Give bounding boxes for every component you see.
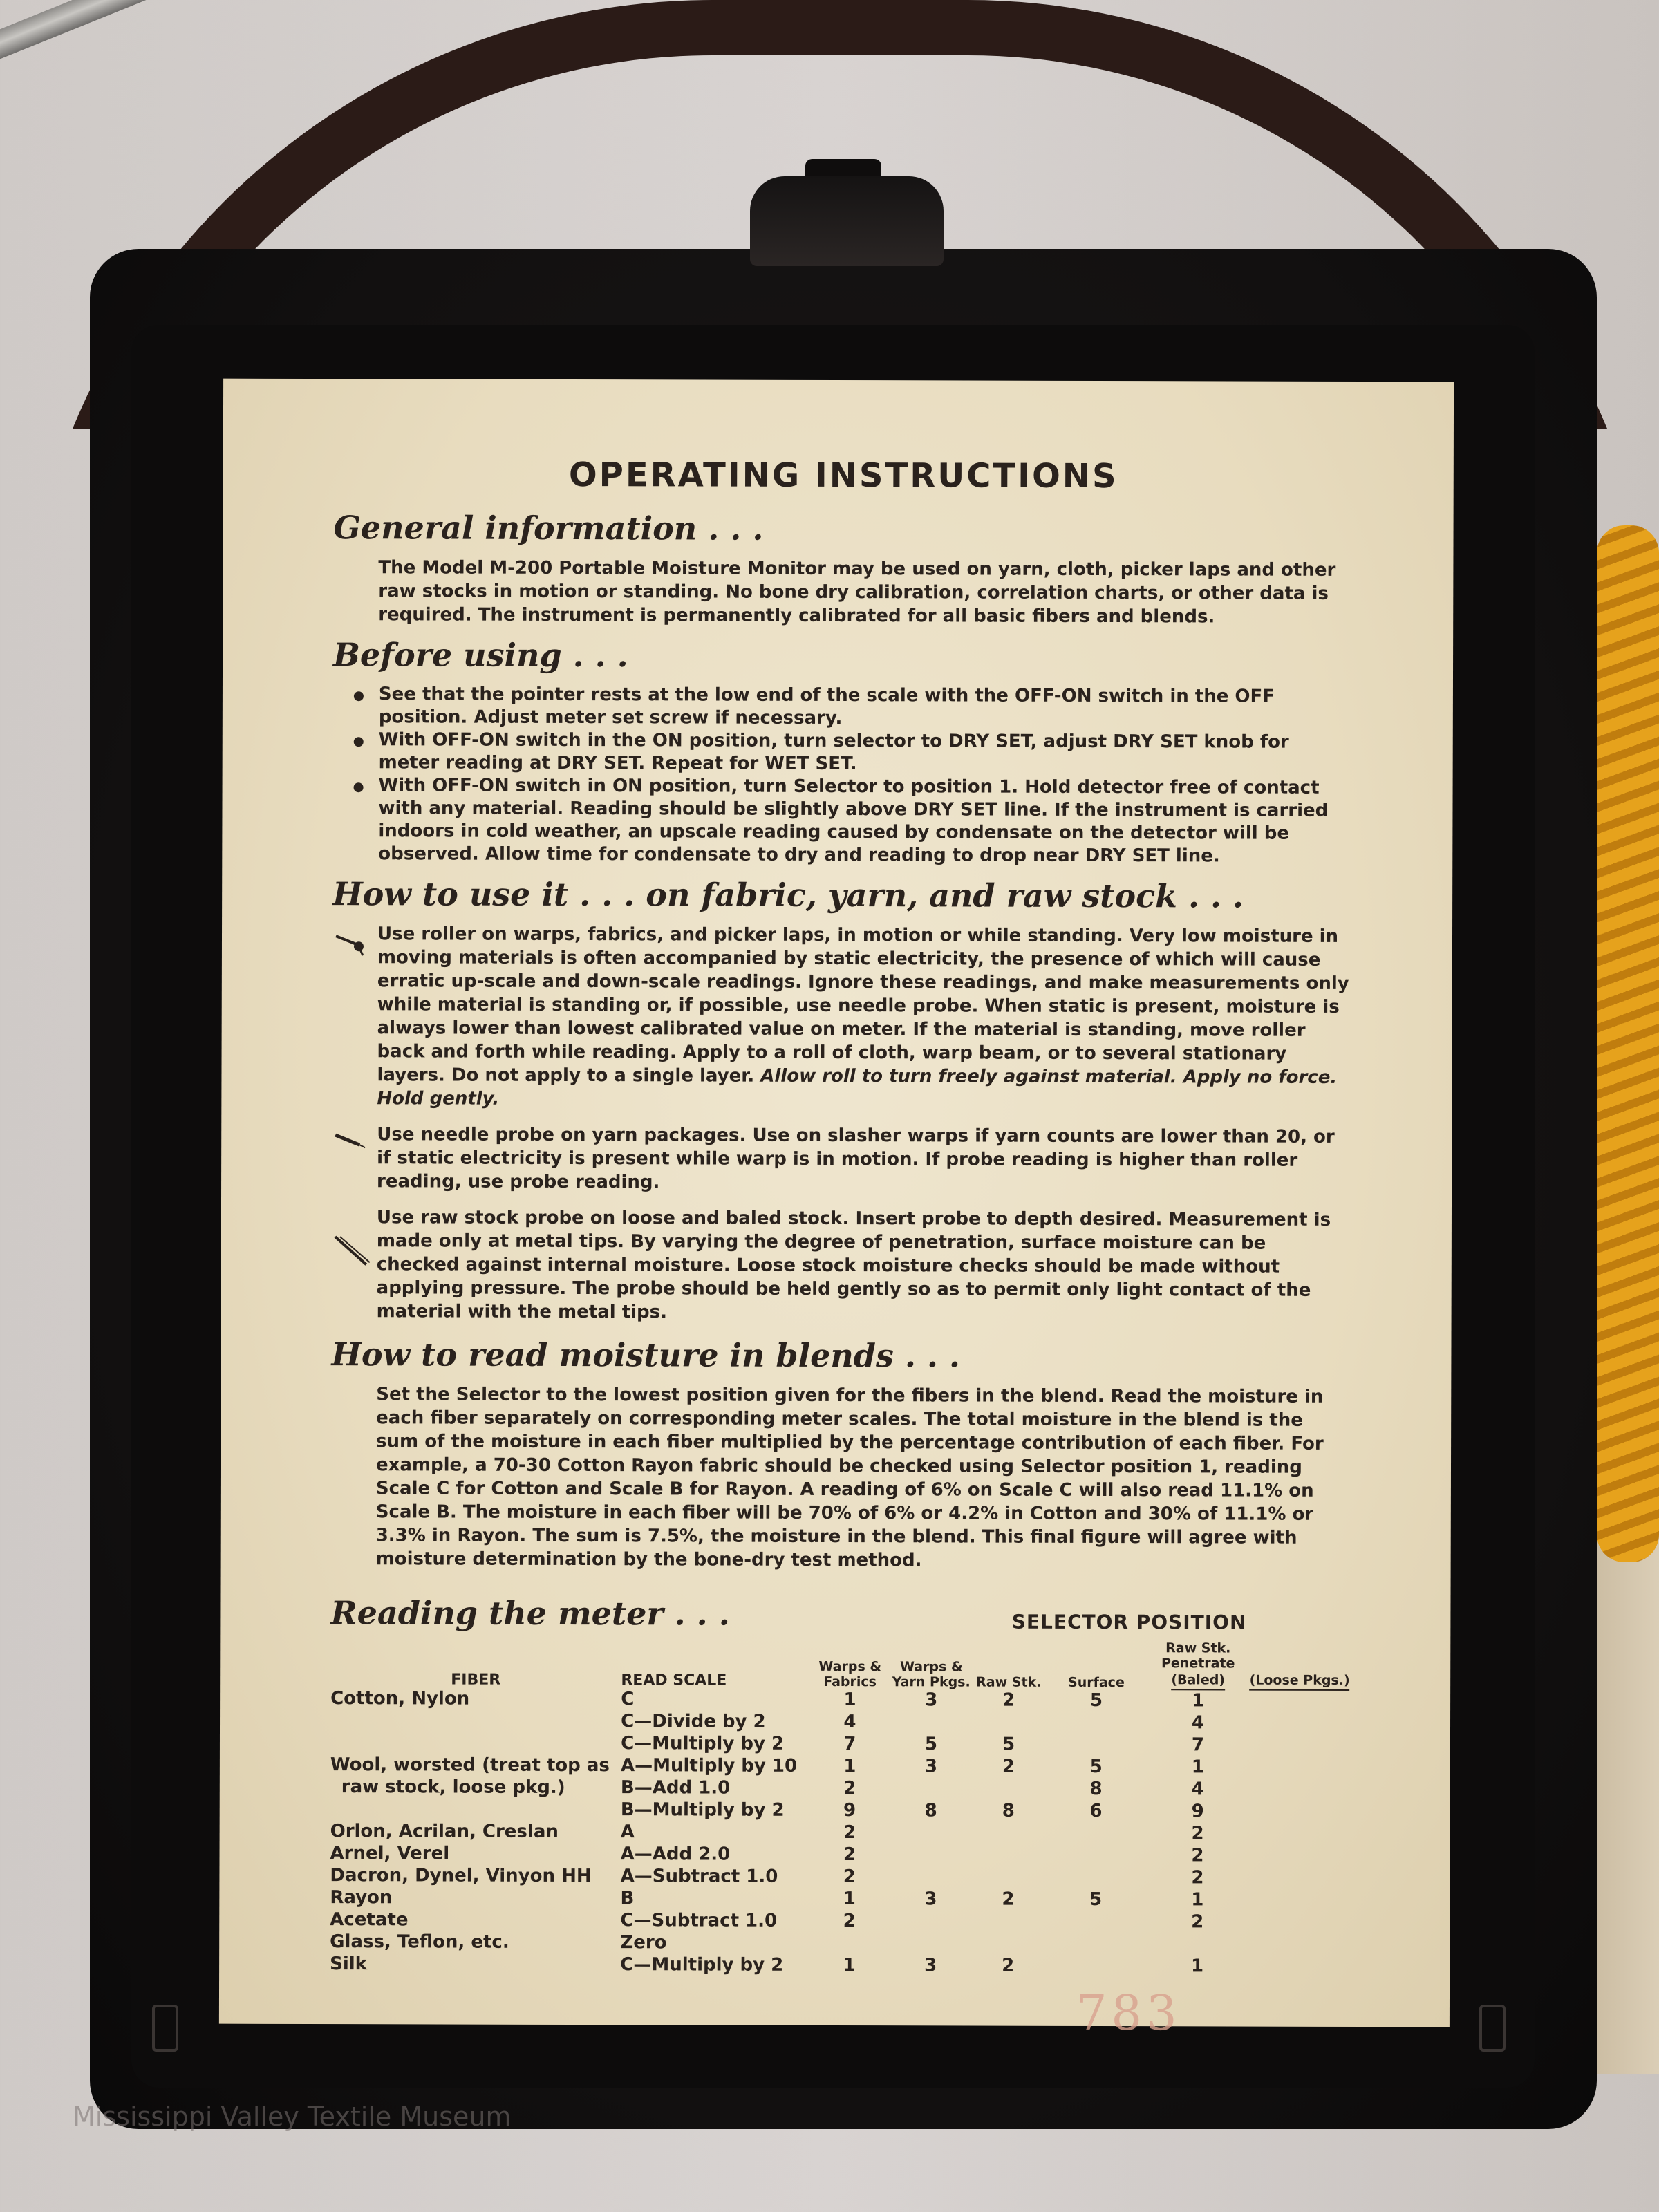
cell-b <box>890 1844 971 1866</box>
cell-a: 2 <box>843 1822 856 1844</box>
table-row <box>330 1688 1350 1713</box>
needle-probe-icon <box>332 1123 377 1193</box>
cell-scale: C—Multiply by 2 <box>620 1954 784 1976</box>
table-row <box>330 1909 1349 1934</box>
before-item: See that the pointer rests at the low end of the scale with the OFF-ON switch in the OFF position. Adjust meter set screw if necessary. <box>354 683 1353 731</box>
cell-a: 1 <box>843 1955 856 1976</box>
needle-section <box>332 1123 1351 1196</box>
table-row <box>330 1710 1350 1735</box>
cell-d: 5 <box>1089 1689 1103 1712</box>
cell-e: 2 <box>1191 1845 1204 1866</box>
cell-c: 2 <box>1002 1756 1015 1777</box>
cell-d: 5 <box>1089 1888 1103 1911</box>
before-item: With OFF-ON switch in the ON position, turn selector to DRY SET, adjust DRY SET knob for meter reading at DRY SET. Repeat for WET SET. <box>354 729 1353 777</box>
watermark: Mississippi Valley Textile Museum <box>73 2101 512 2132</box>
meter-header <box>330 1584 1350 1634</box>
cell-fiber: Glass, Teflon, etc. <box>330 1931 509 1953</box>
general-heading: General information . . . <box>333 509 764 547</box>
cell-b <box>890 1712 971 1734</box>
cell-d <box>1045 1933 1147 1956</box>
cell-c: 5 <box>1002 1734 1015 1755</box>
case-screw <box>1479 2005 1506 2052</box>
col-yarn: Warps & Yarn Pkgs. <box>892 1659 971 1690</box>
cell-e: 4 <box>1191 1712 1205 1734</box>
cell-d <box>1045 1867 1147 1889</box>
table-row <box>330 1865 1349 1890</box>
meter-table-header <box>330 1638 1350 1691</box>
cell-scale: C—Multiply by 2 <box>621 1733 785 1754</box>
cell-a: 2 <box>843 1866 856 1888</box>
cell-scale: A—Add 2.0 <box>620 1844 731 1865</box>
col-fiber: FIBER <box>451 1671 501 1689</box>
needle-text: Use needle probe on yarn packages. Use on slasher warps if yarn counts are lower than 20, or if static electricity is present while warp is in motion. If probe reading is higher than roller reading, use probe reading. <box>377 1124 1335 1193</box>
cell-fiber: Arnel, Verel <box>330 1843 450 1864</box>
top-knob <box>750 176 944 266</box>
table-row <box>330 1754 1350 1779</box>
cell-fiber <box>330 1710 621 1733</box>
col-rawstk: Raw Stk. <box>976 1674 1042 1690</box>
selector-position-label: SELECTOR POSITION <box>1011 1610 1247 1634</box>
cell-e: 1 <box>1191 1690 1205 1712</box>
cell-c: 2 <box>1002 1689 1015 1711</box>
cell-b <box>890 1933 971 1955</box>
cell-e: 1 <box>1190 1956 1204 1977</box>
table-row <box>330 1953 1349 1978</box>
before-item: With OFF-ON switch in ON position, turn Selector to position 1. Hold detector free of contact with any material. Reading should be slightly above DRY SET line. If the instrument is carried indoors in cold weather, an upscale reading caused by condensate on the detector will be observed. Allow time for condensate to dry and reading to drop near DRY SET line. <box>353 774 1352 868</box>
cell-c <box>972 1712 1046 1734</box>
cell-b: 3 <box>924 1955 937 1976</box>
cell-fiber: raw stock, loose pkg.) <box>341 1777 565 1798</box>
meter-table <box>330 1638 1350 1978</box>
cell-a: 7 <box>843 1734 856 1755</box>
bullet-dot-icon <box>354 691 364 701</box>
cell-e: 2 <box>1191 1867 1204 1888</box>
bullet-dot-icon <box>354 782 364 792</box>
cell-fiber <box>330 1799 621 1821</box>
general-text: The Model M-200 Portable Moisture Monitor may be used on yarn, cloth, picker laps and other raw stocks in motion or standing. No bone dry calibration, correlation charts, or other data is required. The instrument is permanently calibrated for all basic fibers and blends. <box>378 557 1336 628</box>
blends-heading: How to read moisture in blends . . . <box>331 1335 961 1375</box>
cell-a: 2 <box>843 1844 856 1866</box>
cell-d <box>1045 1845 1147 1867</box>
cell-d <box>1045 1712 1147 1734</box>
cell-scale: B <box>620 1888 635 1909</box>
orange-cord <box>1597 525 1659 1562</box>
cell-scale: B—Multiply by 2 <box>620 1799 785 1821</box>
cell-scale: Zero <box>620 1932 667 1953</box>
cell-fiber: Dacron, Dynel, Vinyon HH <box>330 1865 592 1887</box>
cell-e: 2 <box>1191 1823 1204 1844</box>
blends-text: Set the Selector to the lowest position given for the fibers in the blend. Read the moisture in each fiber separately on corresponding meter scales. The total moisture in the blend is the sum of the moisture in each fiber multiplied by the percentage contribution of each fiber. For example, a 70-30 Cotton Rayon fabric should be checked using Selector position 1, reading Scale C for Cotton and Scale B for Rayon. A reading of 6% on Scale C will also read 11.1% on Scale B. The moisture in each fiber will be 70% of 6% or 4.2% in Cotton and 30% of 11.1% or 3.3% in Rayon. The sum is 7.5%, the moisture in the blend. This final figure will agree with moisture determination by the bone-dry test method. <box>375 1384 1324 1571</box>
cell-a: 2 <box>843 1778 856 1799</box>
cell-fiber <box>330 1732 621 1755</box>
col-loose: (Loose Pkgs.) <box>1249 1641 1350 1691</box>
cell-d: 8 <box>1089 1778 1103 1800</box>
col-baled: Raw Stk. Penetrate (Baled) <box>1147 1640 1249 1690</box>
cell-b <box>890 1778 971 1800</box>
cell-fiber: Rayon <box>330 1887 393 1909</box>
roller-probe-icon <box>332 922 377 1110</box>
col-surface: Surface <box>1067 1674 1125 1691</box>
raw-section <box>332 1206 1351 1326</box>
card-title: OPERATING INSTRUCTIONS <box>568 455 1118 496</box>
roller-italic: Allow roll to turn freely against material. Apply no force. Hold gently. <box>377 1065 1338 1109</box>
serial-stamp: 783 <box>1076 1984 1181 2042</box>
cell-c <box>971 1911 1045 1933</box>
cell-c <box>971 1779 1045 1801</box>
cell-fiber: Acetate <box>330 1909 409 1931</box>
cell-b: 5 <box>924 1734 938 1755</box>
cell-a: 4 <box>843 1712 856 1733</box>
table-row <box>330 1843 1349 1868</box>
cell-b: 8 <box>924 1800 937 1821</box>
cell-b <box>890 1911 971 1933</box>
cell-b: 3 <box>924 1756 937 1777</box>
cell-c <box>971 1845 1045 1867</box>
cell-d: 6 <box>1089 1800 1103 1822</box>
cell-a: 1 <box>843 1756 856 1777</box>
cell-a: 9 <box>843 1800 856 1821</box>
cell-scale: A—Subtract 1.0 <box>620 1866 778 1887</box>
cell-d <box>1045 1823 1147 1845</box>
cell-d <box>1045 1734 1147 1756</box>
cell-d: 5 <box>1089 1756 1103 1778</box>
table-row <box>330 1799 1350 1824</box>
table-row <box>330 1887 1349 1912</box>
cell-c <box>971 1823 1045 1845</box>
cell-d <box>1045 1911 1147 1933</box>
cell-e <box>1146 1933 1248 1956</box>
cell-e: 4 <box>1191 1779 1204 1800</box>
before-heading: Before using . . . <box>333 636 628 675</box>
col-warps: Warps & Fabrics <box>818 1658 881 1690</box>
cell-e: 1 <box>1191 1756 1204 1778</box>
cell-c: 8 <box>1002 1800 1015 1821</box>
cell-c <box>971 1933 1045 1956</box>
cell-fiber: Orlon, Acrilan, Creslan <box>330 1821 559 1842</box>
howto-heading: How to use it . . . on fabric, yarn, and raw stock . . . <box>332 875 1244 915</box>
instruction-card <box>219 379 1454 2042</box>
before-list <box>353 683 1353 868</box>
cell-c <box>971 1867 1045 1889</box>
cell-a <box>809 1933 890 1955</box>
meter-table-body <box>330 1688 1350 1978</box>
table-row <box>330 1931 1349 1956</box>
cell-b <box>890 1822 971 1844</box>
cell-a: 1 <box>843 1689 856 1711</box>
cell-scale: C <box>621 1689 635 1710</box>
cell-fiber: Cotton, Nylon <box>330 1688 470 1709</box>
cell-c: 2 <box>1002 1888 1015 1910</box>
cell-d <box>1045 1956 1147 1978</box>
cell-fiber: Silk <box>330 1953 367 1975</box>
cell-scale: C—Divide by 2 <box>621 1711 766 1732</box>
cell-scale: B—Add 1.0 <box>620 1777 731 1799</box>
roller-text: Use roller on warps, fabrics, and picker laps, in motion or while standing. Very low moisture in moving materials is often accompanied by static electricity, the presence of which will cause erratic up-scale and down-scale readings. Ignore these readings, and make measurements only while material is standing or, if possible, use needle probe. When static is present, moisture is always lower than lowest calibrated value on meter. If the material is standing, move roller back and forth while reading. Apply to a roll of cloth, warp beam, or to several stationary layers. Do not apply to a single layer. <box>377 924 1349 1087</box>
cell-b <box>890 1866 971 1888</box>
cell-e: 9 <box>1191 1801 1204 1822</box>
cell-e: 1 <box>1191 1889 1204 1911</box>
cell-fiber: Wool, worsted (treat top as <box>330 1754 610 1777</box>
cell-scale: C—Subtract 1.0 <box>620 1910 778 1931</box>
cell-scale: A—Multiply by 10 <box>621 1755 798 1777</box>
raw-stock-probe-icon <box>332 1206 377 1323</box>
cell-a: 1 <box>843 1888 856 1910</box>
cell-scale: A <box>620 1821 635 1843</box>
table-row <box>330 1732 1350 1757</box>
cell-a: 2 <box>843 1911 856 1932</box>
table-row <box>330 1821 1350 1846</box>
raw-text: Use raw stock probe on loose and baled stock. Insert probe to depth desired. Measurement is made only at metal tips. By varying the degree of penetration, surface moisture can be checked against internal moisture. Loose stock moisture checks should be made without applying pressure. The probe should be held gently so as to permit only light contact of the material with the metal tips. <box>376 1207 1331 1323</box>
cell-e: 7 <box>1191 1734 1205 1756</box>
cell-b: 3 <box>924 1888 937 1910</box>
cell-c: 2 <box>1002 1955 1015 1976</box>
meter-heading: Reading the meter . . . <box>330 1594 730 1633</box>
bullet-dot-icon <box>354 737 364 747</box>
col-scale: READ SCALE <box>621 1671 727 1689</box>
cell-e: 2 <box>1191 1911 1204 1933</box>
case-screw <box>152 2005 178 2052</box>
cell-b: 3 <box>925 1689 938 1711</box>
roller-section <box>332 922 1352 1113</box>
table-row <box>330 1777 1350 1801</box>
